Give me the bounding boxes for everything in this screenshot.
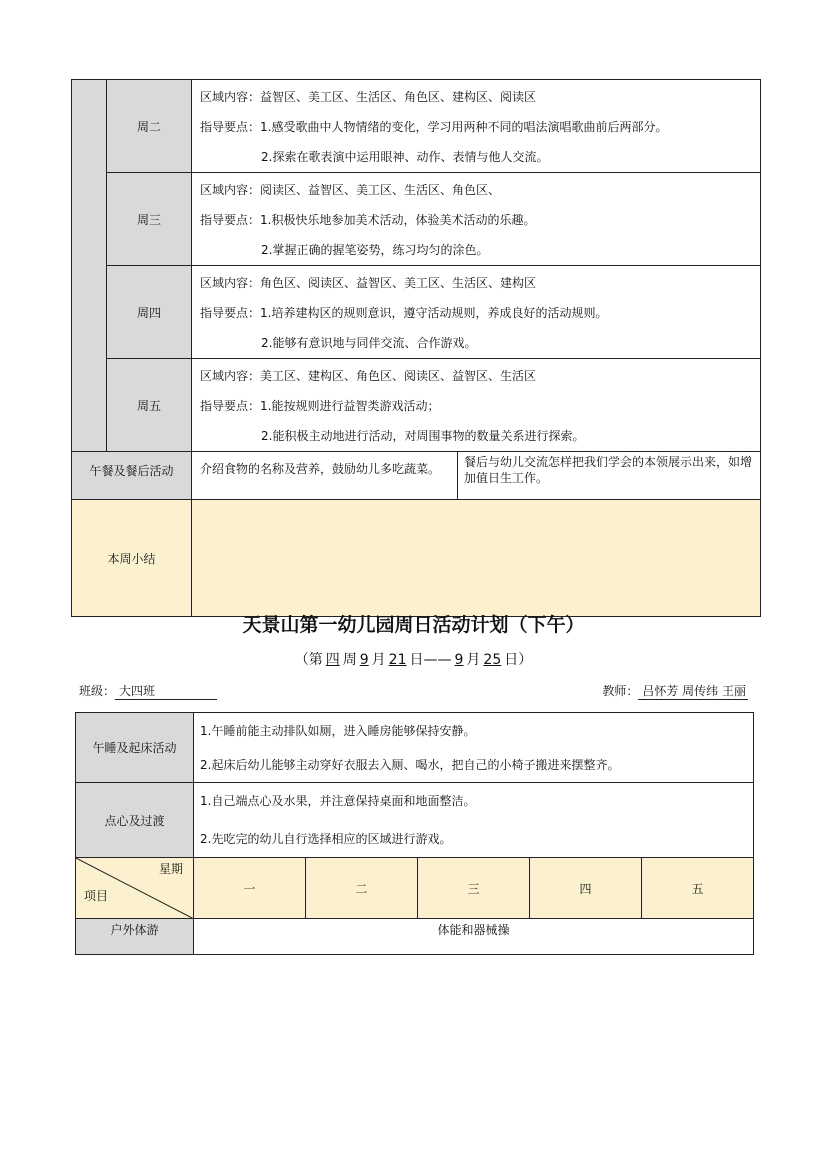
guide-point: 1.培养建构区的规则意识，遵守活动规则，养成良好的活动规则。 [260,306,608,320]
date-range: （第 四 周 9 月 21 日—— 9 月 25 日） [294,652,533,668]
guide-point: 1.感受歌曲中人物情绪的变化，学习用两种不同的唱法演唱歌曲前后两部分。 [260,120,668,134]
snack-label: 点心及过渡 [76,783,194,858]
day-content-tue: 区域内容：益智区、美工区、生活区、角色区、建构区、阅读区 指导要点：1.感受歌曲中人物情绪的变化，学习用两种不同的唱法演唱歌曲前后两部分。 2.探索在歌表演中运用眼神、动作、表情与他人交流。 [192,80,761,173]
weekday-fri: 五 [642,858,754,919]
outdoor-content: 体能和器械操 [194,919,754,955]
area-list: 阅读区、益智区、美工区、生活区、角色区、 [260,183,501,197]
teacher-value: 吕怀芳 周传纬 王丽 [638,682,748,700]
guide-point: 2.探索在歌表演中运用眼神、动作、表情与他人交流。 [261,150,549,164]
lunch-label: 午餐及餐后活动 [72,452,192,500]
area-activity-label-cell [72,80,107,452]
weekday-wed: 三 [418,858,530,919]
area-list: 角色区、阅读区、益智区、美工区、生活区、建构区 [260,276,537,290]
corner-item-label: 项目 [84,889,109,903]
corner-weekday-label: 星期 [158,862,183,876]
start-month: 9 [359,652,369,668]
day-content-fri: 区域内容：美工区、建构区、角色区、阅读区、益智区、生活区 指导要点：1.能按规则进行益智类游戏活动； 2.能积极主动地进行活动，对周围事物的数量关系进行探索。 [192,359,761,452]
day-content-wed: 区域内容：阅读区、益智区、美工区、生活区、角色区、 指导要点：1.积极快乐地参加美术活动，体验美术活动的乐趣。 2.掌握正确的握笔姿势，练习均匀的涂色。 [192,173,761,266]
nap-label: 午睡及起床活动 [76,713,194,783]
lunch-content-right: 餐后与幼儿交流怎样把我们学会的本领展示出来，如增加值日生工作。 [458,452,761,500]
snack-line: 1.自己端点心及水果，并注意保持桌面和地面整洁。 [200,794,476,808]
day-label-tue: 周二 [107,80,192,173]
afternoon-plan-table [75,712,754,955]
guide-point: 2.能够有意识地与同伴交流、合作游戏。 [261,336,477,350]
teacher-info: 教师： 吕怀芳 周传纬 王丽 [602,684,746,698]
nap-line: 1.午睡前能主动排队如厕，进入睡房能够保持安静。 [200,723,476,738]
weekday-tue: 二 [306,858,418,919]
guide-point: 1.能按规则进行益智类游戏活动； [260,399,440,413]
day-label-fri: 周五 [107,359,192,452]
guide-point: 1.积极快乐地参加美术活动，体验美术活动的乐趣。 [260,213,536,227]
end-month: 9 [454,652,464,668]
morning-plan-table [71,79,761,617]
start-day: 21 [388,652,407,668]
outdoor-label: 户外体游 [76,919,194,955]
day-label-thu: 周四 [107,266,192,359]
class-info: 班级： 大四班 [79,682,217,700]
week-number: 四 [325,652,340,668]
class-value: 大四班 [115,682,217,700]
page-title: 天景山第一幼儿园周日活动计划（下午） [242,614,585,636]
guide-point: 2.能积极主动地进行活动，对周围事物的数量关系进行探索。 [261,429,585,443]
weekday-thu: 四 [530,858,642,919]
end-day: 25 [483,652,502,668]
weekday-item-corner [76,858,194,919]
weekly-summary-label: 本周小结 [72,500,192,617]
lunch-content-left: 介绍食物的名称及营养，鼓励幼儿多吃蔬菜。 [192,452,458,500]
guide-point: 2.掌握正确的握笔姿势，练习均匀的涂色。 [261,243,489,257]
weekly-summary-content [192,500,761,617]
area-list: 美工区、建构区、角色区、阅读区、益智区、生活区 [260,369,537,383]
weekday-mon: 一 [194,858,306,919]
day-content-thu: 区域内容：角色区、阅读区、益智区、美工区、生活区、建构区 指导要点：1.培养建构区的规则意识，遵守活动规则，养成良好的活动规则。 2.能够有意识地与同伴交流、合作游戏。 [192,266,761,359]
snack-content [194,783,754,858]
nap-line: 2.起床后幼儿能够主动穿好衣服去入厕、喝水，把自己的小椅子搬进来摆整齐。 [200,757,620,772]
area-list: 益智区、美工区、生活区、角色区、建构区、阅读区 [260,90,537,104]
snack-line: 2.先吃完的幼儿自行选择相应的区域进行游戏。 [200,832,452,846]
day-label-wed: 周三 [107,173,192,266]
nap-content [194,713,754,783]
